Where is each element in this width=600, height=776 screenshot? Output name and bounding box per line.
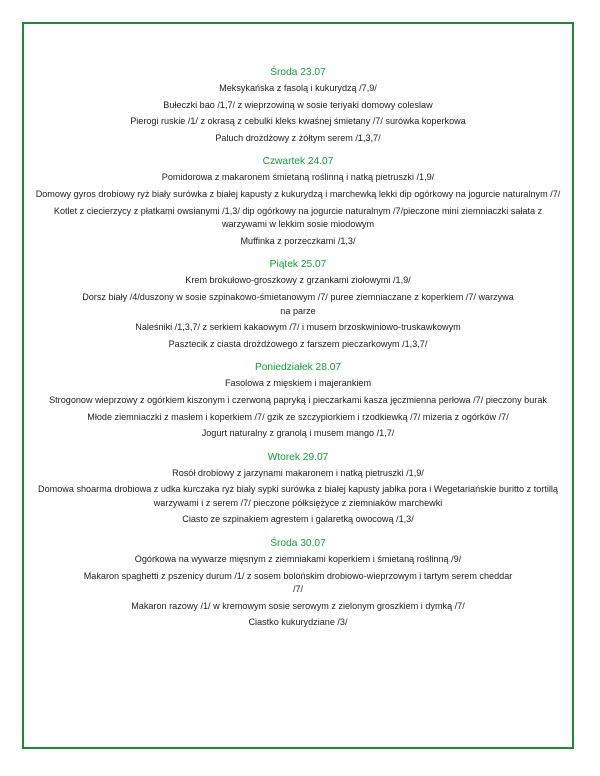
day-section	[24, 258, 572, 351]
day-section	[24, 451, 572, 527]
menu-item: Pierogi ruskie /1/ z okrasą z cebulki kleks kwaśnej śmietany /7/ surówka koperkowa	[130, 116, 466, 127]
menu-item: Dorsz biały /4/duszony w sosie szpinakowo-śmietanowym /7/ puree ziemniaczane z koperkiem /7/ warzywa na parze	[82, 291, 514, 316]
menu-item: Pasztecik z ciasta drożdżowego z farszem pieczarkowym /1,3,7/	[168, 338, 428, 349]
menu-item: Bułeczki bao /1,7/ z wieprzowiną w sosie teriyaki domowy coleslaw	[163, 99, 433, 110]
menu-item: Ciastko kukurydziane /3/	[248, 617, 348, 628]
menu-item: Makaron spaghetti z pszenicy durum /1/ z sosem bolońskim drobiowo-wieprzowym i tartym serem cheddar /7/	[83, 570, 513, 595]
menu-item: Pomidorowa z makaronem śmietaną roślinną i natką pietruszki /1,9/	[161, 172, 435, 183]
menu-item: Ciasto ze szpinakiem agrestem i galaretką owocową /1,3/	[182, 514, 414, 525]
menu-item: Paluch drożdżowy z żółtym serem /1,3,7/	[215, 132, 381, 143]
day-title: Środa 23.07	[270, 67, 326, 78]
day-section	[24, 537, 572, 630]
day-section	[24, 155, 572, 248]
menu-item: Naleśniki /1,3,7/ z serkiem kakaowym /7/ i musem brzoskwiniowo-truskawkowym	[135, 322, 461, 333]
day-title: Piątek 25.07	[269, 259, 327, 271]
menu-item: Jogurt naturalny z granolą i musem mango /1,7/	[201, 428, 395, 439]
menu-item: Meksykańska z fasolą i kukurydzą /7,9/	[219, 83, 377, 93]
menu-item: Muffinka z porzeczkami /1,3/	[240, 235, 356, 246]
menu-item: Rosół drobiowy z jarzynami makaronem i natką pietruszki /1,9/	[172, 467, 424, 478]
weekly-menu	[24, 66, 572, 640]
menu-item: Domowy gyros drobiowy ryż biały surówka z białej kapusty z kukurydzą i marchewką lekki dip ogórkowy na jogurcie naturalnym /7/	[35, 188, 561, 199]
menu-item: Domowa shoarma drobiowa z udka kurczaka ryż biały sypki surówka z białej kapusty jabłka pora i Wegetariańskie buritto z tortillą warzywami i z serem /7/ pieczone półksiężyce z ziemniaków marchewki	[38, 484, 558, 508]
day-title: Środa 30.07	[270, 538, 326, 550]
day-title: Wtorek 29.07	[267, 451, 329, 463]
menu-item: Makaron razowy /1/ w kremowym sosie serowym z zielonym groszkiem i dymką /7/	[131, 600, 465, 611]
menu-item: Strogonow wieprzowy z ogórkiem kiszonym i czerwoną papryką i pieczarkami kasza jęczmienna perłowa /7/ pieczony burak	[49, 394, 547, 405]
menu-item: Fasolowa z mięskiem i majerankiem	[224, 378, 372, 389]
menu-item: Ogórkowa na wywarze mięsnym z ziemniakami koperkiem i śmietaną roślinną /9/	[134, 554, 462, 565]
menu-item: Kotlet z ciecierzycy z płatkami owsianymi /1,3/ dip ogórkowy na jogurcie naturalnym /7/pieczone mini ziemniaczki sałata z warzywami w lekkim sosie miodowym	[53, 205, 543, 230]
menu-item: Młode ziemniaczki z masłem i koperkiem /7/ gzik ze szczypiorkiem i rzodkiewką /7/ mizeria z ogórków /7/	[87, 411, 509, 422]
day-section	[24, 66, 572, 145]
day-title: Poniedziałek 28.07	[254, 362, 342, 374]
day-title: Czwartek 24.07	[262, 156, 334, 168]
menu-item: Krem brokułowo-groszkowy z grzankami ziołowymi /1,9/	[185, 275, 411, 286]
day-section	[24, 361, 572, 440]
